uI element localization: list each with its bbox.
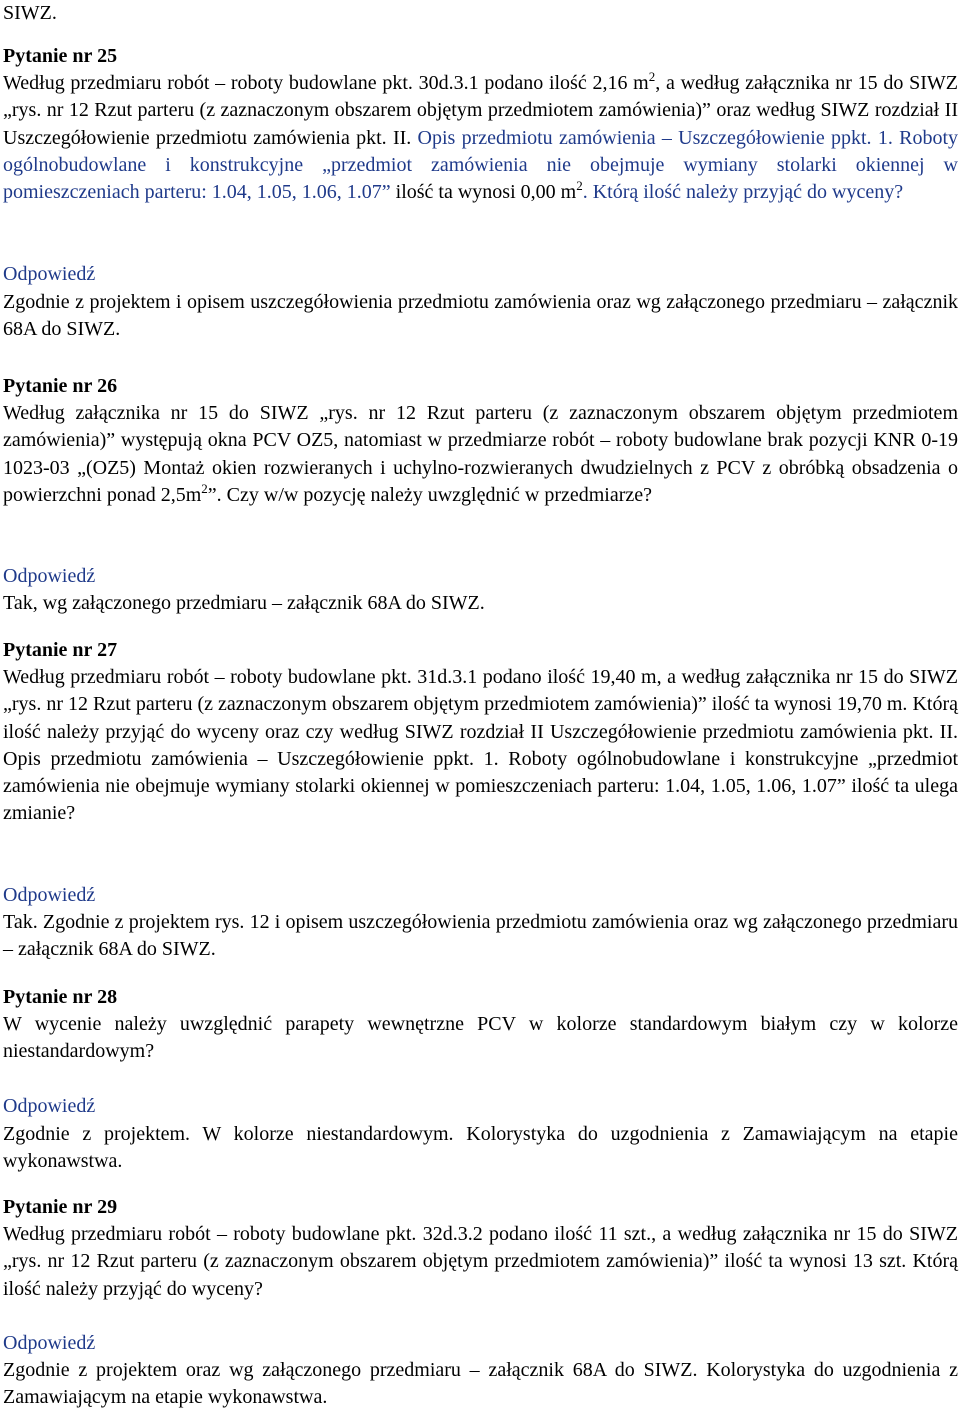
question-25-text-part5: . Którą ilość należy przyjąć do wyceny?	[582, 181, 904, 204]
question-25-text-part1: Według przedmiaru robót – roboty budowlane pkt. 30d.3.1 podano ilość 2,16 m	[3, 72, 649, 94]
question-25-heading: Pytanie nr 25	[3, 45, 118, 67]
answer-29-text: Zgodnie z projektem oraz wg załączonego przedmiaru – załącznik 68A do SIWZ. Kolorystyka do uzgodnienia z Zamawiającym na etapie wykonawstwa.	[3, 1359, 958, 1409]
answer-28-heading: Odpowiedź	[3, 1095, 96, 1117]
answer-27-heading: Odpowiedź	[3, 884, 96, 906]
answer-26-text: Tak, wg załączonego przedmiaru – załącznik 68A do SIWZ.	[3, 592, 485, 614]
question-29-text: Według przedmiaru robót – roboty budowlane pkt. 32d.3.2 podano ilość 11 szt., a według załącznika nr 15 do SIWZ „rys. nr 12 Rzut parteru (z zaznaczonym obszarem objętym przedmiotem zamówienia)” ilość ta wynosi 13 szt. Którą ilość należy przyjąć do wyceny?	[3, 1223, 958, 1300]
question-26-heading: Pytanie nr 26	[3, 375, 118, 397]
question-25-text	[3, 70, 958, 206]
header-line: SIWZ.	[3, 2, 57, 24]
question-28-text: W wycenie należy uwzględnić parapety wewnętrzne PCV w kolorze standardowym białym czy w kolorze niestandardowym?	[3, 1013, 958, 1063]
answer-28-text: Zgodnie z projektem. W kolorze niestandardowym. Kolorystyka do uzgodnienia z Zamawiającym na etapie wykonawstwa.	[3, 1123, 958, 1173]
question-26-superscript: 2	[201, 480, 208, 496]
question-25-text-part3: Opis przedmiotu zamówienia – Uszczegółowienie ppkt. 1. Roboty ogólnobudowlane i konstrukcyjne „przedmiot zamówienia nie obejmuje wymiany stolarki okiennej w pomieszczeniach parteru: 1.04, 1.05, 1.06, 1.07”	[3, 126, 958, 204]
question-27-text: Według przedmiaru robót – roboty budowlane pkt. 31d.3.1 podano ilość 19,40 m, a według załącznika nr 15 do SIWZ „rys. nr 12 Rzut parteru (z zaznaczonym obszarem objętym przedmiotem zamówienia)” ilość ta wynosi 19,70 m. Którą ilość należy przyjąć do wyceny oraz czy według SIWZ rozdział II Uszczegółowienie przedmiotu zamówienia pkt. II. Opis przedmiotu zamówienia – Uszczegółowienie ppkt. 1. Roboty ogólnobudowlane i konstrukcyjne „przedmiot zamówienia nie obejmuje wymiany stolarki okiennej w pomieszczeniach parteru: 1.04, 1.05, 1.06, 1.07” ilość ta ulega zmianie?	[3, 666, 958, 825]
question-26-text	[3, 400, 958, 509]
question-25-text-part4: ilość ta wynosi 0,00 m	[390, 181, 577, 204]
answer-25-text: Zgodnie z projektem i opisem uszczegółowienia przedmiotu zamówienia oraz wg załączonego przedmiaru – załącznik 68A do SIWZ.	[3, 291, 958, 341]
question-25-superscript-2: 2	[576, 178, 583, 194]
answer-27-text: Tak. Zgodnie z projektem rys. 12 i opisem uszczegółowienia przedmiotu zamówienia oraz wg załączonego przedmiaru – załącznik 68A do SIWZ.	[3, 911, 958, 961]
answer-25-heading: Odpowiedź	[3, 263, 96, 285]
question-26-text-part1: Według załącznika nr 15 do SIWZ „rys. nr 12 Rzut parteru (z zaznaczonym obszarem objętym przedmiotem zamówienia)” występują okna PCV OZ5, natomiast w przedmiarze robót – roboty budowlane brak pozycji KNR 0-19 1023-03 „(OZ5) Montaż okien rozwieranych i uchylno-rozwieranych dwudzielnych z PCV z obróbką obsadzenia o powierzchni ponad 2,5m	[3, 402, 958, 506]
question-28-heading: Pytanie nr 28	[3, 986, 118, 1008]
question-27-heading: Pytanie nr 27	[3, 639, 118, 661]
question-25-text-part2: , a według załącznika nr 15 do SIWZ „rys. nr 12 Rzut parteru (z zaznaczonym obszarem objętym przedmiotem zamówienia)” oraz według SIWZ rozdział II Uszczegółowienie przedmiotu zamówienia pkt. II.	[3, 72, 958, 149]
answer-29-heading: Odpowiedź	[3, 1332, 96, 1354]
question-25-superscript-1: 2	[648, 69, 656, 84]
question-29-heading: Pytanie nr 29	[3, 1196, 118, 1218]
answer-26-heading: Odpowiedź	[3, 565, 96, 587]
question-26-text-part2: ”. Czy w/w pozycję należy uwzględnić w przedmiarze?	[207, 483, 653, 506]
